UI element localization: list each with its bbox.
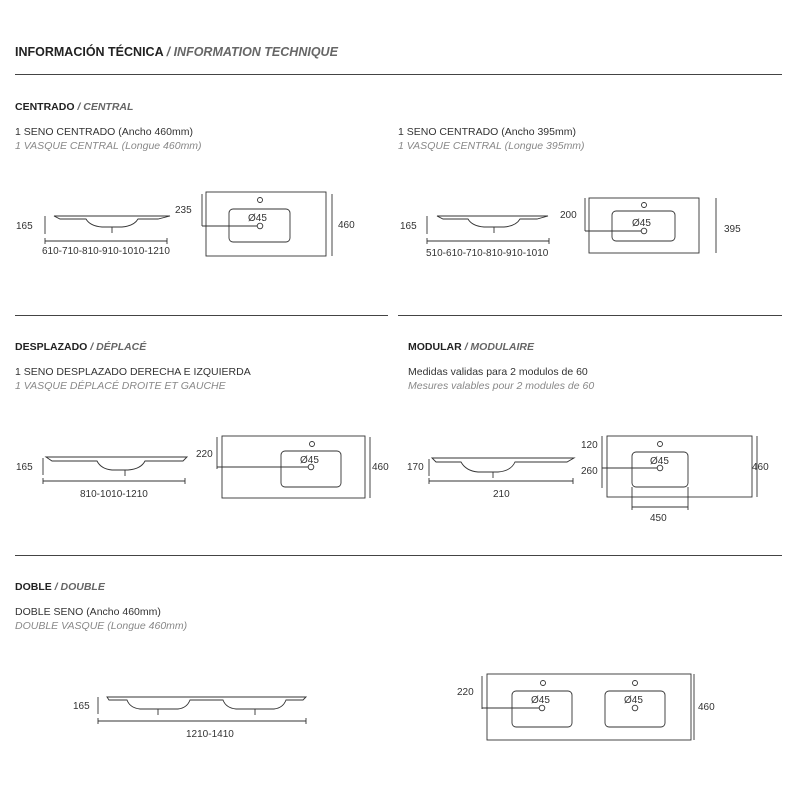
dim-height-label: 170 bbox=[407, 462, 424, 473]
dim-width-label: 510-610-710-810-910-1010 bbox=[426, 248, 549, 259]
top-outline bbox=[607, 436, 752, 497]
faucet-hole bbox=[658, 442, 663, 447]
dim-depth-label: 460 bbox=[752, 462, 769, 473]
faucet-hole bbox=[541, 681, 546, 686]
drain-hole bbox=[257, 223, 263, 229]
dim-height-label: 165 bbox=[400, 221, 417, 232]
centrado-left-side-view bbox=[16, 216, 170, 257]
modular-top-view bbox=[581, 436, 769, 524]
section-title-es: MODULAR bbox=[408, 341, 462, 353]
basin-profile bbox=[437, 216, 548, 227]
doble-top-view bbox=[457, 674, 715, 740]
page-title-fr: / INFORMATION TECHNIQUE bbox=[166, 45, 338, 59]
section-title-fr: / MODULAIRE bbox=[464, 341, 535, 353]
centrado-right-top-view bbox=[560, 198, 741, 253]
dim-offset-label: 235 bbox=[175, 205, 192, 216]
hole-diameter-label: Ø45 bbox=[531, 695, 550, 706]
drain-hole bbox=[641, 228, 647, 234]
dim-depth-label: 460 bbox=[372, 462, 389, 473]
dim-height-label: 165 bbox=[16, 221, 33, 232]
section-title-es: CENTRADO bbox=[15, 101, 75, 113]
dim-depth-label: 395 bbox=[724, 224, 741, 235]
dim-offset-top-label: 120 bbox=[581, 440, 598, 451]
hole-diameter-label: Ø45 bbox=[624, 695, 643, 706]
dim-width-label: 210 bbox=[493, 489, 510, 500]
section-title-fr: / DOUBLE bbox=[54, 581, 105, 593]
hole-diameter-label: Ø45 bbox=[248, 213, 267, 224]
basin-profile bbox=[107, 697, 306, 709]
dim-basin-depth-label: 260 bbox=[581, 466, 598, 477]
faucet-hole bbox=[633, 681, 638, 686]
section-title-fr: / DÉPLACÉ bbox=[90, 341, 147, 353]
dim-width-label: 810-1010-1210 bbox=[80, 489, 148, 500]
desplazado-desc-fr: 1 VASQUE DÉPLACÉ DROITE ET GAUCHE bbox=[15, 380, 226, 392]
modular-desc-fr: Mesures valables pour 2 modules de 60 bbox=[408, 380, 595, 392]
hole-diameter-label: Ø45 bbox=[650, 456, 669, 467]
top-outline bbox=[487, 674, 691, 740]
centrado-left-desc-fr: 1 VASQUE CENTRAL (Longue 460mm) bbox=[15, 140, 202, 152]
dim-width-label: 610-710-810-910-1010-1210 bbox=[42, 246, 170, 257]
desplazado-desc-es: 1 SENO DESPLAZADO DERECHA E IZQUIERDA bbox=[15, 366, 251, 378]
desplazado-side-view bbox=[16, 457, 187, 500]
page-title-es: INFORMACIÓN TÉCNICA bbox=[15, 45, 164, 59]
dim-width-label: 1210-1410 bbox=[186, 729, 234, 740]
dim-depth-label: 460 bbox=[698, 702, 715, 713]
drain-hole bbox=[539, 705, 545, 711]
dim-height-label: 165 bbox=[16, 462, 33, 473]
top-outline bbox=[206, 192, 326, 256]
basin-profile bbox=[54, 216, 170, 227]
modular-desc-es: Medidas validas para 2 modulos de 60 bbox=[408, 366, 588, 378]
section-title-es: DESPLAZADO bbox=[15, 341, 88, 353]
centrado-right-desc-fr: 1 VASQUE CENTRAL (Longue 395mm) bbox=[398, 140, 585, 152]
hole-diameter-label: Ø45 bbox=[300, 455, 319, 466]
doble-desc-es: DOBLE SENO (Ancho 460mm) bbox=[15, 606, 161, 618]
centrado-right-side-view bbox=[400, 216, 549, 259]
basin-profile bbox=[46, 457, 187, 470]
dim-depth-label: 460 bbox=[338, 220, 355, 231]
basin-profile bbox=[432, 458, 574, 472]
dim-offset-label: 220 bbox=[457, 687, 474, 698]
centrado-right-desc-es: 1 SENO CENTRADO (Ancho 395mm) bbox=[398, 126, 576, 138]
modular-side-view bbox=[407, 458, 574, 500]
doble-side-view bbox=[73, 697, 306, 740]
dim-height-label: 165 bbox=[73, 701, 90, 712]
desplazado-top-view bbox=[196, 436, 389, 498]
faucet-hole bbox=[310, 442, 315, 447]
centrado-left-top-view bbox=[175, 192, 355, 256]
dim-basin-width-label: 450 bbox=[650, 513, 667, 524]
doble-desc-fr: DOUBLE VASQUE (Longue 460mm) bbox=[15, 620, 188, 632]
dim-offset-label: 200 bbox=[560, 210, 577, 221]
faucet-hole bbox=[642, 203, 647, 208]
centrado-left-desc-es: 1 SENO CENTRADO (Ancho 460mm) bbox=[15, 126, 193, 138]
section-title-fr: / CENTRAL bbox=[77, 101, 134, 113]
hole-diameter-label: Ø45 bbox=[632, 218, 651, 229]
section-title-es: DOBLE bbox=[15, 581, 52, 593]
dim-offset-label: 220 bbox=[196, 449, 213, 460]
drain-hole bbox=[632, 705, 638, 711]
faucet-hole bbox=[258, 198, 263, 203]
